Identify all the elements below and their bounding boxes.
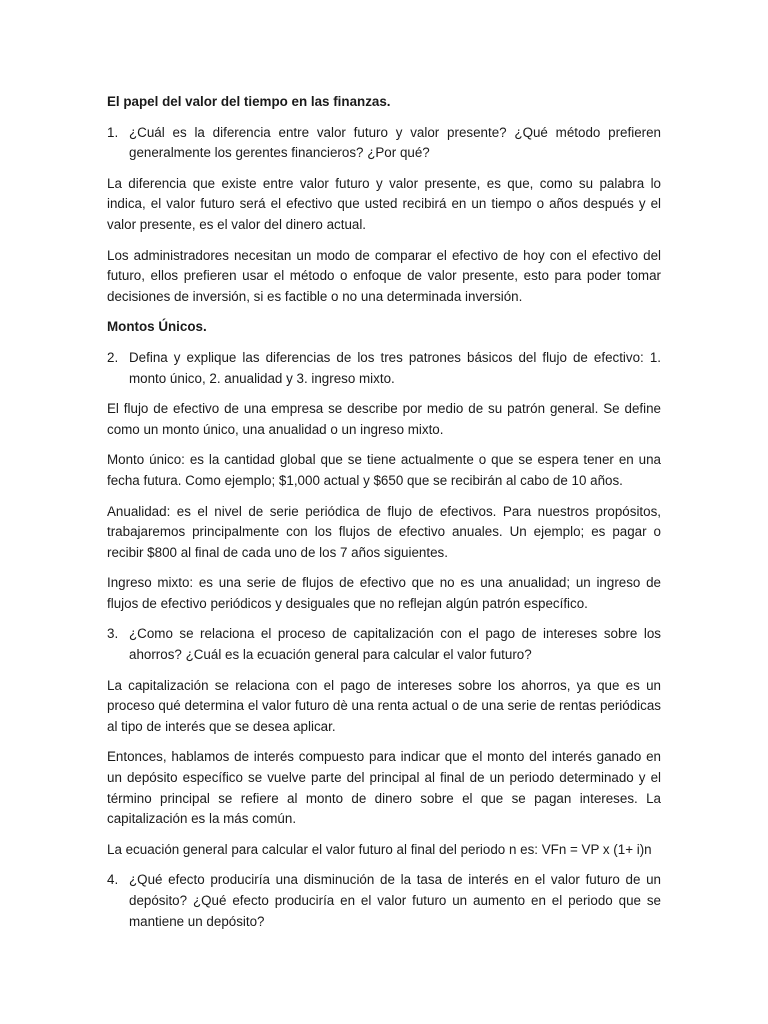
answer-paragraph: Anualidad: es el nivel de serie periódica de flujo de efectivos. Para nuestros propósitos, trabajaremos principalmente con los flujos de efectivo anuales. Un ejemplo; es pagar o recibir $800 al final de cada uno de los 7 años siguientes. <box>107 503 661 560</box>
answer-paragraph: Monto único: es la cantidad global que se tiene actualmente o que se espera tener en una fecha futura. Como ejemplo; $1,000 actual y $650 que se recibirán al cabo de 10 años. <box>107 452 661 488</box>
question-text: ¿Cuál es la diferencia entre valor futuro y valor presente? ¿Qué método prefieren generalmente los gerentes financieros? ¿Por qué? <box>129 124 661 161</box>
question-3 <box>107 624 661 665</box>
answer-paragraph: La diferencia que existe entre valor futuro y valor presente, es que, como su palabra lo indica, el valor futuro será el efectivo que usted recibirá en un tiempo o años después y el valor presente, es el valor del dinero actual. <box>107 175 661 232</box>
question-text: ¿Como se relaciona el proceso de capitalización con el pago de intereses sobre los ahorros? ¿Cuál es la ecuación general para calcular el valor futuro? <box>129 626 661 663</box>
question-text: ¿Qué efecto produciría una disminución de la tasa de interés en el valor futuro de un depósito? ¿Qué efecto produciría en el valor futuro un aumento en el periodo que se mantiene un depósito? <box>129 872 661 929</box>
question-number: 2. <box>107 349 119 365</box>
question-2 <box>107 348 661 389</box>
question-4 <box>107 870 661 932</box>
question-text: Defina y explique las diferencias de los tres patrones básicos del flujo de efectivo: 1. monto único, 2. anualidad y 3. ingreso mixto. <box>129 349 661 386</box>
document-page <box>107 92 661 942</box>
answer-paragraph: Los administradores necesitan un modo de comparar el efectivo de hoy con el efectivo del futuro, ellos prefieren usar el método o enfoque de valor presente, esto para poder tomar decisiones de inversión, si es factible o no una determinada inversión. <box>107 247 661 304</box>
question-number: 4. <box>107 872 119 888</box>
question-number: 3. <box>107 626 119 642</box>
formula-paragraph: La ecuación general para calcular el valor futuro al final del periodo n es: VFn = VP x (1+ i)n <box>107 841 652 857</box>
section-heading: Montos Únicos. <box>107 319 207 335</box>
document-title: El papel del valor del tiempo en las finanzas. <box>107 94 391 109</box>
answer-paragraph: Entonces, hablamos de interés compuesto para indicar que el monto del interés ganado en un depósito específico se vuelve parte del principal al final de un periodo determinado y el término principal se refiere al monto de dinero sobre el que se pagan intereses. La capitalización es la más común. <box>107 749 661 827</box>
answer-paragraph: La capitalización se relaciona con el pago de intereses sobre los ahorros, ya que es un proceso qué determina el valor futuro dè una renta actual o de una serie de rentas periódicas al tipo de interés que se desea aplicar. <box>107 677 661 734</box>
question-number: 1. <box>107 124 119 140</box>
answer-paragraph: El flujo de efectivo de una empresa se describe por medio de su patrón general. Se define como un monto único, una anualidad o un ingreso mixto. <box>107 401 661 437</box>
answer-paragraph: Ingreso mixto: es una serie de flujos de efectivo que no es una anualidad; un ingreso de flujos de efectivo periódicos y desiguales que no reflejan algún patrón específico. <box>107 575 661 611</box>
question-1 <box>107 123 661 164</box>
